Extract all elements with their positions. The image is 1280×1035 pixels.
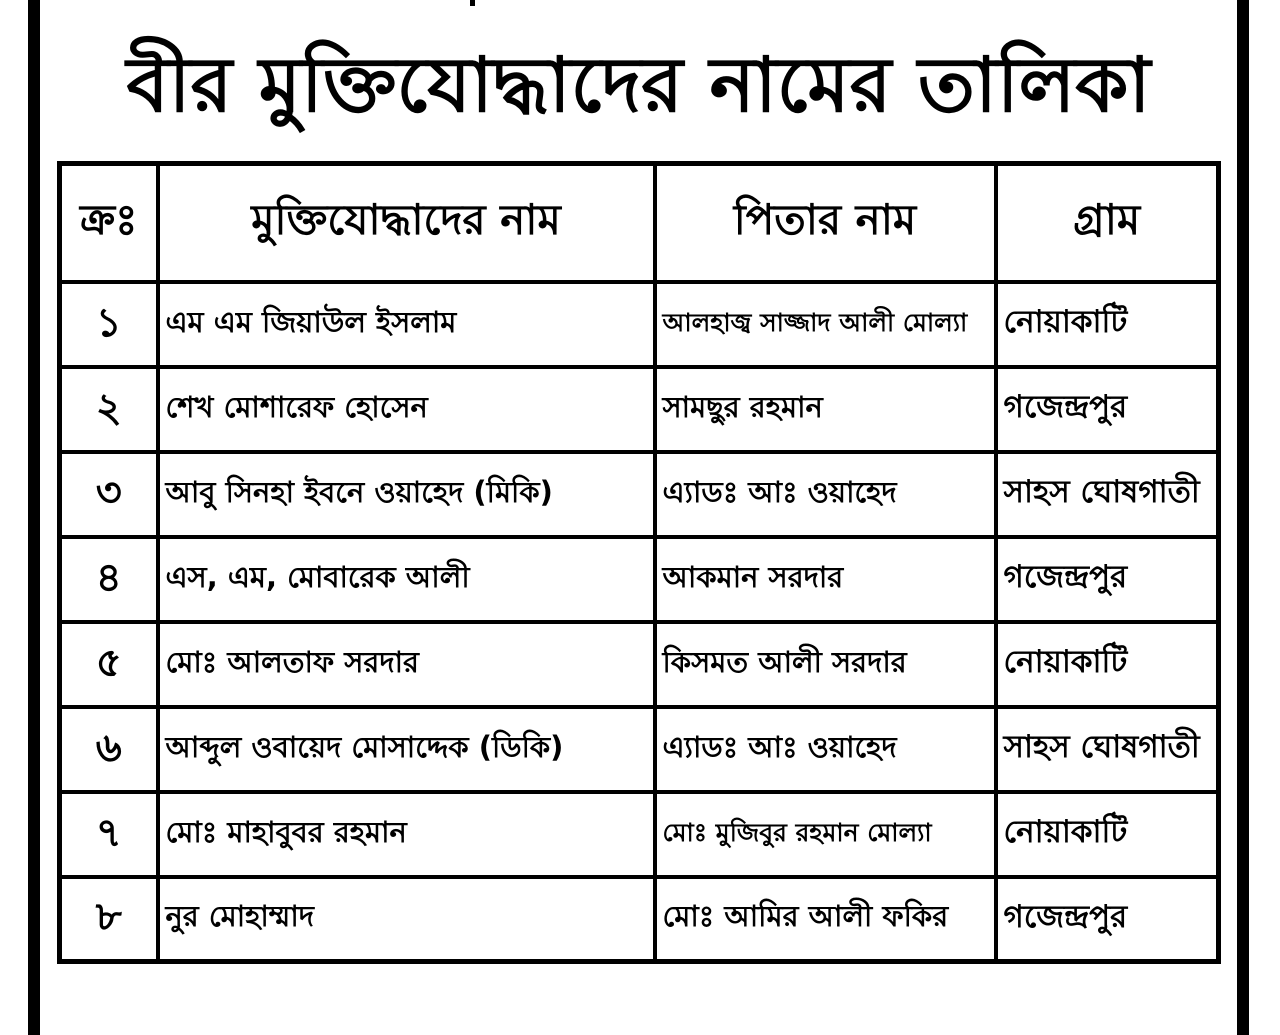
cell-name: মোঃ মাহাবুবর রহমান	[158, 792, 655, 877]
cell-serial: ১	[60, 282, 158, 367]
table-row	[60, 282, 1219, 367]
cell-village: সাহস ঘোষগাতী	[996, 452, 1219, 537]
freedom-fighters-table	[57, 161, 1221, 964]
cell-father-name: মোঃ মুজিবুর রহমান মোল্যা	[655, 792, 996, 877]
cell-name: এম এম জিয়াউল ইসলাম	[158, 282, 655, 367]
cell-name: আব্দুল ওবায়েদ মোসাদ্দেক (ডিকি)	[158, 707, 655, 792]
cell-village: নোয়াকাটি	[996, 622, 1219, 707]
table-row	[60, 792, 1219, 877]
table-row	[60, 622, 1219, 707]
cell-serial: ৬	[60, 707, 158, 792]
page-title: বীর মুক্তিযোদ্ধাদের নামের তালিকা	[126, 40, 1151, 129]
page-border-right	[1237, 0, 1249, 1035]
cell-serial: ৫	[60, 622, 158, 707]
table-row	[60, 537, 1219, 622]
cell-village: নোয়াকাটি	[996, 282, 1219, 367]
table-row	[60, 877, 1219, 962]
cell-village: গজেন্দ্রপুর	[996, 537, 1219, 622]
cell-village: গজেন্দ্রপুর	[996, 877, 1219, 962]
cell-father-name: সামছুর রহমান	[655, 367, 996, 452]
table-row	[60, 707, 1219, 792]
cell-father-name: মোঃ আমির আলী ফকির	[655, 877, 996, 962]
table-header-row	[60, 164, 1219, 282]
cell-serial: ৪	[60, 537, 158, 622]
cell-father-name: আকমান সরদার	[655, 537, 996, 622]
table-row	[60, 367, 1219, 452]
cell-name: শেখ মোশারেফ হোসেন	[158, 367, 655, 452]
cell-name: মোঃ আলতাফ সরদার	[158, 622, 655, 707]
page-border-left	[28, 0, 40, 1035]
cell-father-name: এ্যাডঃ আঃ ওয়াহেদ	[655, 452, 996, 537]
cell-name: এস, এম, মোবারেক আলী	[158, 537, 655, 622]
cell-serial: ৭	[60, 792, 158, 877]
cell-serial: ৩	[60, 452, 158, 537]
cell-name: নুর মোহাম্মাদ	[158, 877, 655, 962]
cell-father-name: আলহাজ্ব সাজ্জাদ আলী মোল্যা	[655, 282, 996, 367]
cell-father-name: কিসমত আলী সরদার	[655, 622, 996, 707]
cell-village: গজেন্দ্রপুর	[996, 367, 1219, 452]
header-serial: ক্রঃ	[60, 164, 158, 282]
top-mark	[470, 0, 475, 6]
header-name: মুক্তিযোদ্ধাদের নাম	[158, 164, 655, 282]
cell-father-name: এ্যাডঃ আঃ ওয়াহেদ	[655, 707, 996, 792]
header-village: গ্রাম	[996, 164, 1219, 282]
cell-village: সাহস ঘোষগাতী	[996, 707, 1219, 792]
cell-village: নোয়াকাটি	[996, 792, 1219, 877]
cell-serial: ২	[60, 367, 158, 452]
cell-name: আবু সিনহা ইবনে ওয়াহেদ (মিকি)	[158, 452, 655, 537]
header-father-name: পিতার নাম	[655, 164, 996, 282]
cell-serial: ৮	[60, 877, 158, 962]
table-row	[60, 452, 1219, 537]
